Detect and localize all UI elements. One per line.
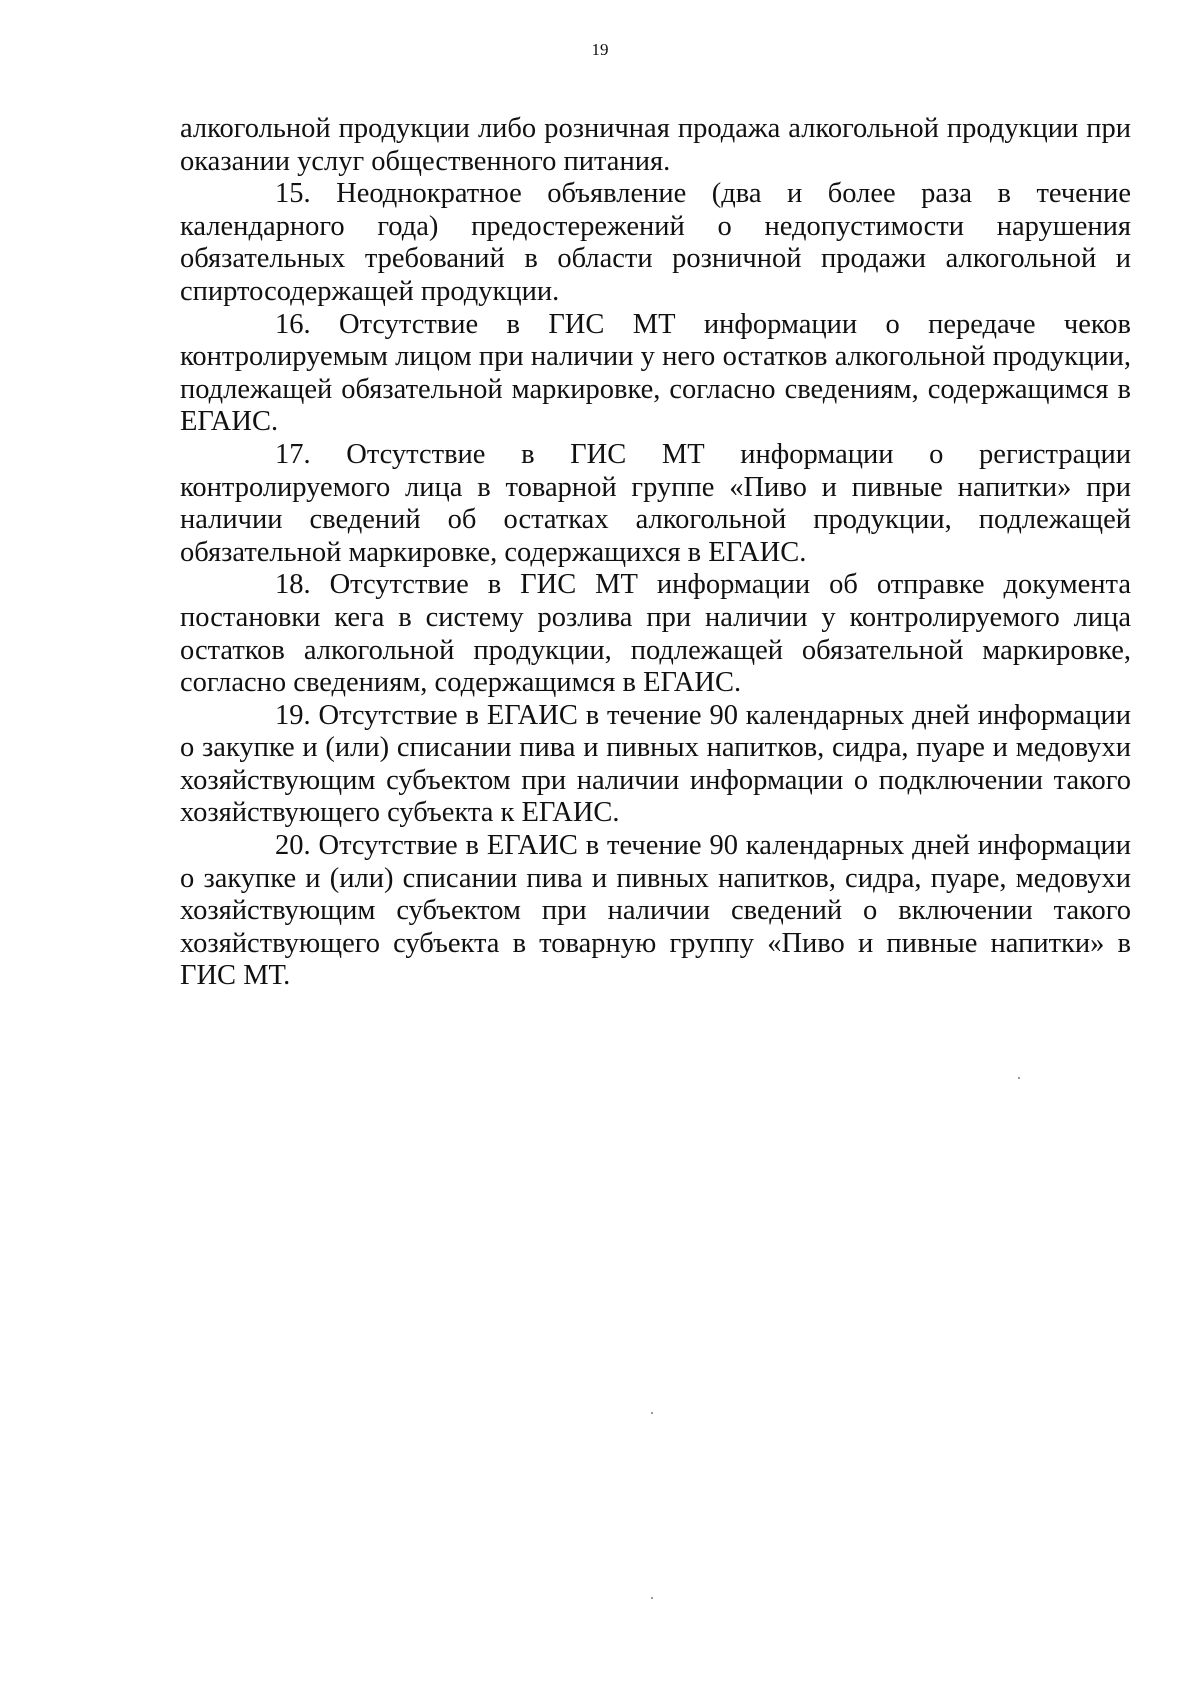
paragraph-item-17: 17. Отсутствие в ГИС МТ информации о регистрации контролируемого лица в товарной группе «Пиво и пивные напитки» при наличии сведений об остатках алкогольной продукции, подлежащей обязательной маркировке, содержащихся в ЕГАИС. [180,438,1131,568]
document-body [180,113,1131,993]
paragraph-item-15: 15. Неоднократное объявление (два и более раза в течение календарного года) предостережений о недопустимости нарушения обязательных требований в области розничной продажи алкогольной и спиртосодержащей продукции. [180,178,1131,307]
paragraph-item-16: 16. Отсутствие в ГИС МТ информации о передаче чеков контролируемым лицом при наличии у него остатков алкогольной продукции, подлежащей обязательной маркировке, согласно сведениям, содержащимся в ЕГАИС. [180,308,1131,438]
paragraph-item-20: 20. Отсутствие в ЕГАИС в течение 90 календарных дней информации о закупке и (или) списании пива и пивных напитков, сидра, пуаре, медовухи хозяйствующим субъектом при наличии сведений о включении такого хозяйствующего субъекта в товарную группу «Пиво и пивные напитки» в ГИС МТ. [180,830,1131,992]
paragraph-item-18: 18. Отсутствие в ГИС МТ информации об отправке документа постановки кега в систему розлива при наличии у контролируемого лица остатков алкогольной продукции, подлежащей обязательной маркировке, согласно сведениям, содержащимся в ЕГАИС. [180,569,1131,699]
scan-speck [1018,1077,1020,1079]
scan-speck [651,1597,653,1599]
page-number: 19 [591,40,609,59]
paragraph-item-19: 19. Отсутствие в ЕГАИС в течение 90 календарных дней информации о закупке и (или) списании пива и пивных напитков, сидра, пуаре и медовухи хозяйствующим субъектом при наличии информации о подключении такого хозяйствующего субъекта к ЕГАИС. [180,699,1131,829]
paragraph-continuation: алкогольной продукции либо розничная продажа алкогольной продукции при оказании услуг общественного питания. [180,113,1131,177]
scan-speck [651,1412,653,1414]
